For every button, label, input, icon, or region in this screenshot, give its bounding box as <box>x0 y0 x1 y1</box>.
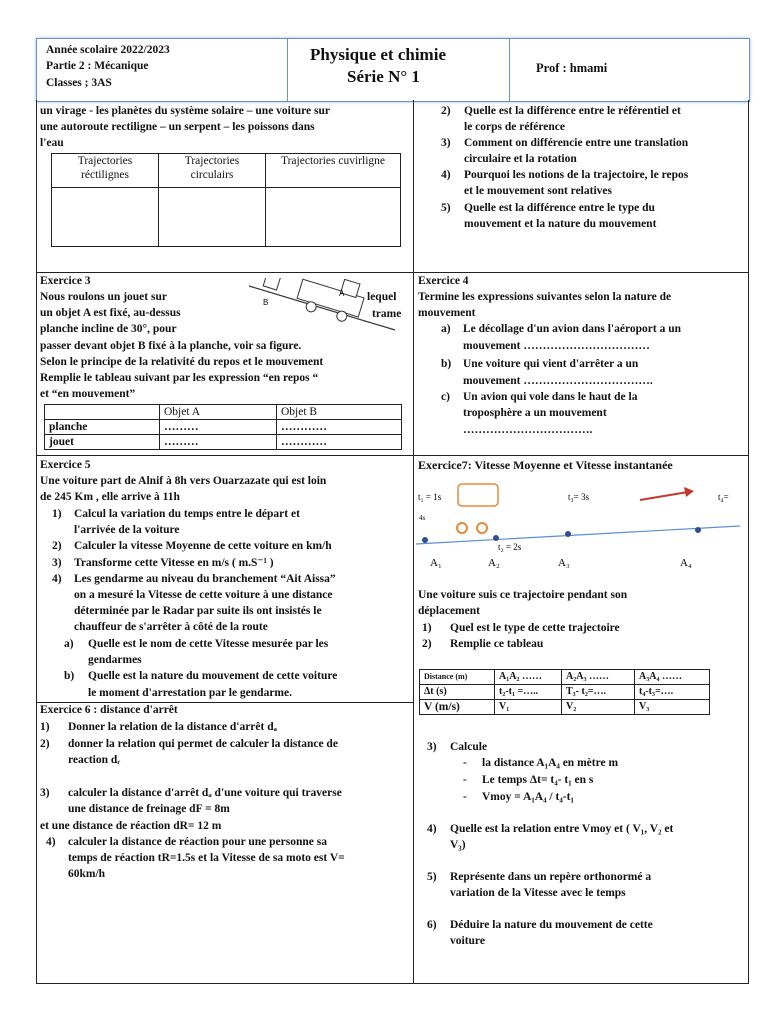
ex6-num: 4) <box>46 836 56 848</box>
ex2-line: le corps de référence <box>464 121 566 133</box>
ex3-line: passer devant objet B fixé à la planche, voir sa figure. <box>40 340 302 352</box>
ex7-cell: t₂-t₁ =….. <box>495 685 562 700</box>
ex2-line: circulaire et la rotation <box>464 153 577 165</box>
ex7-q4: Quelle est la relation entre Vmoy et ( V₁, V₂ et <box>450 823 674 835</box>
label-a4: A₄ <box>680 557 692 569</box>
label-a1: A₁ <box>430 557 442 569</box>
ex5-line: Transforme cette Vitesse en m/s ( m.S⁻¹ ) <box>74 557 274 569</box>
ex7-cell: A₂A₃ …… <box>562 670 635 685</box>
grid-bottom <box>36 983 749 984</box>
ex7-q6: voiture <box>450 935 485 947</box>
label-a3: A₃ <box>558 557 570 569</box>
ex6-line: reaction dᵣ <box>68 754 121 766</box>
object-b-box <box>263 278 280 290</box>
label-t4: t₄= <box>718 492 729 502</box>
ex7-q5: Représente dans un repère orthonormé a <box>450 871 652 883</box>
ex4-num: a) <box>441 323 451 335</box>
ex4-title: Exercice 4 <box>418 275 469 287</box>
ex3-header: Objet B <box>277 405 402 420</box>
ex3-line: Selon le principe de la relativité du repos et le mouvement <box>40 356 324 368</box>
point-a2 <box>493 535 499 541</box>
ex6-line: donner la relation qui permet de calculer la distance de <box>68 738 338 750</box>
ex4-line: troposphère a un mouvement <box>463 407 607 419</box>
ex4-num: c) <box>441 391 450 403</box>
label-t1b: 4s <box>419 514 426 522</box>
ex3-line: et “en mouvement” <box>40 388 136 400</box>
ex7-dash: - <box>463 757 467 769</box>
ex4-intro: Termine les expressions suivantes selon la nature de <box>418 291 672 303</box>
ex7-num: 5) <box>427 871 437 883</box>
ex3-title: Exercice 3 <box>40 275 91 287</box>
ex4-line: mouvement …………………………… <box>463 340 650 352</box>
ex2-line: et le mouvement sont relatives <box>464 185 612 197</box>
ex7-cell: V₁ <box>495 700 562 715</box>
ex5-sub-num: b) <box>64 670 75 682</box>
ex1-line: une autoroute rectiligne – un serpent – les poissons dans <box>40 121 315 133</box>
ex1-line: l'eau <box>40 137 64 149</box>
ex7-cell: Δt (s) <box>420 685 495 700</box>
ex7-num: 6) <box>427 919 437 931</box>
grid-right <box>748 100 749 984</box>
ex7-num: 1) <box>422 622 432 634</box>
ex2-num: 2) <box>441 105 451 117</box>
ex5-num: 2) <box>52 540 62 552</box>
ex2-line: Pourquoi les notions de la trajectoire, le repos <box>464 169 689 181</box>
point-a3 <box>565 531 571 537</box>
ex7-dash: - <box>463 791 467 803</box>
ex7-table <box>419 669 710 715</box>
ex3-row-label: jouet <box>45 435 160 450</box>
ex7-intro: Une voiture suis ce trajectoire pendant son <box>418 589 628 601</box>
ex3-line: planche incline de 30°, pour <box>40 323 177 335</box>
ex7-cell: V₂ <box>562 700 635 715</box>
ex1-line: un virage - les planètes du système solaire – une voiture sur <box>40 105 330 117</box>
ex5-title: Exercice 5 <box>40 459 91 471</box>
ex7-q3: Calcule <box>450 741 488 753</box>
ex6-mid: et une distance de réaction dR= 12 m <box>40 820 222 832</box>
inclined-plane-figure <box>245 278 405 338</box>
ex3-row-label: planche <box>45 420 160 435</box>
ex1-col-header: Trajectories cuvirligne <box>266 154 401 188</box>
ex5-line: l'arrivée de la voiture <box>74 524 180 536</box>
ex2-line: Comment on différencie entre une translation <box>464 137 689 149</box>
ex7-intro: déplacement <box>418 605 480 617</box>
ex6-num: 3) <box>40 787 50 799</box>
ex7-q3-item: Vmoy = A₁A₄ / t₄-t₁ <box>482 791 574 803</box>
ex5-sub-line: Quelle est la nature du mouvement de cette voiture <box>88 670 338 682</box>
point-a4 <box>695 527 701 533</box>
school-year: Année scolaire 2022/2023 <box>46 44 170 56</box>
direction-arrow <box>640 492 688 500</box>
label-t2: t₂ = 2s <box>498 542 522 552</box>
ex5-sub-line: gendarmes <box>88 654 142 666</box>
ex3-header: Objet A <box>160 405 277 420</box>
ex5-line: on a mesuré la Vitesse de cette voiture à une distance <box>74 589 333 601</box>
ex6-line: temps de réaction tR=1.5s et la Vitesse de sa moto est V= <box>68 852 345 864</box>
ex4-num: b) <box>441 358 452 370</box>
ex2-line: Quelle est la différence entre le type du <box>464 202 655 214</box>
ex1-col-header: Trajectories réctilignes <box>52 154 159 188</box>
ex7-num: 3) <box>427 741 437 753</box>
classes-label: Classes ; 3AS <box>46 77 112 89</box>
label-t3: t₃= 3s <box>568 492 589 502</box>
ex7-cell: t₄-t₃=…. <box>635 685 710 700</box>
ex6-num: 1) <box>40 721 50 733</box>
ex7-dash: - <box>463 774 467 786</box>
ex7-q5: variation de la Vitesse avec le temps <box>450 887 626 899</box>
ex7-q1: Quel est le type de cette trajectoire <box>450 622 620 634</box>
car-wheel <box>477 523 487 533</box>
ex5-line: chauffeur de s'arrêter à côté de la route <box>74 621 268 633</box>
series-title: Série N° 1 <box>347 67 420 86</box>
ex6-line: Donner la relation de la distance d'arrêt dₐ <box>68 721 277 733</box>
grid-center <box>413 100 414 984</box>
label-a: A <box>339 289 345 298</box>
ex5-sub-num: a) <box>64 638 74 650</box>
ex3-cell: ……… <box>160 435 277 450</box>
ex5-intro: de 245 Km , elle arrive à 11h <box>40 491 180 503</box>
ex5-sub-line: le moment d'arrestation par le gendarme. <box>88 687 292 699</box>
subject-title: Physique et chimie <box>310 45 446 64</box>
label-a2: A₂ <box>488 557 500 569</box>
ex7-title: Exercice7: Vitesse Moyenne et Vitesse instantanée <box>418 458 673 472</box>
ex5-num: 1) <box>52 508 62 520</box>
label-b: B <box>263 298 269 307</box>
grid-left <box>36 100 37 984</box>
ex3-side-word: trame <box>372 308 402 320</box>
ex6-line: 60km/h <box>68 868 106 880</box>
part-label: Partie 2 : Mécanique <box>46 60 149 72</box>
car-wheel <box>457 523 467 533</box>
ex5-line: Calcul la variation du temps entre le départ et <box>74 508 300 520</box>
ex2-num: 3) <box>441 137 451 149</box>
ex7-q6: Déduire la nature du mouvement de cette <box>450 919 653 931</box>
ex5-num: 4) <box>52 573 62 585</box>
ex7-cell: A₃A₄ …… <box>635 670 710 685</box>
ex3-cell: ………… <box>277 435 402 450</box>
ex3-line: Remplie le tableau suivant par les expression “en repos “ <box>40 372 319 384</box>
ex4-line: Un avion qui vole dans le haut de la <box>463 391 638 403</box>
ex2-num: 5) <box>441 202 451 214</box>
ex7-cell: A₁A₂ …… <box>495 670 562 685</box>
ex7-q2: Remplie ce tableau <box>450 638 544 650</box>
ex1-cell <box>266 188 401 247</box>
ex5-line: déterminée par le Radar par suite ils ont insistés le <box>74 605 322 617</box>
ex5-line: Les gendarme au niveau du branchement “Ait Aissa” <box>74 573 336 585</box>
ex6-title: Exercice 6 : distance d'arrêt <box>40 704 178 716</box>
ex2-num: 4) <box>441 169 451 181</box>
ex7-q3-item: Le temps Δt= t₄- t₁ en s <box>482 774 594 786</box>
prof-name: Prof : hmami <box>536 61 608 75</box>
ex6-num: 2) <box>40 738 50 750</box>
ex1-table <box>51 153 401 247</box>
label-t1: t₁ = 1s <box>418 492 442 502</box>
ex3-side-word: lequel <box>367 291 397 303</box>
ex2-line: Quelle est la différence entre le référentiel et <box>464 105 681 117</box>
ex5-line: Calculer la vitesse Moyenne de cette voiture en km/h <box>74 540 332 552</box>
ex1-cell <box>159 188 266 247</box>
ex5-sub-line: Quelle est le nom de cette Vitesse mesurée par les <box>88 638 329 650</box>
ex4-intro: mouvement <box>418 307 476 319</box>
trajectory-figure <box>416 478 746 578</box>
ex1-cell <box>52 188 159 247</box>
ex6-line: calculer la distance de réaction pour une personne sa <box>68 836 327 848</box>
car-body <box>458 484 498 506</box>
ex4-line: mouvement ……………………………. <box>463 375 653 387</box>
ex3-cell: ……… <box>160 420 277 435</box>
ex5-intro: Une voiture part de Alnif à 8h vers Ouarzazate qui est loin <box>40 475 327 487</box>
ex7-cell: V (m/s) <box>420 700 495 715</box>
ex4-line: Une voiture qui vient d'arrêter a un <box>463 358 639 370</box>
ex3-cell: ………… <box>277 420 402 435</box>
ex7-q3-item: la distance A₁A₄ en mètre m <box>482 757 619 769</box>
ex3-header <box>45 405 160 420</box>
ex5-num: 3) <box>52 557 62 569</box>
ex3-table <box>44 404 402 450</box>
ex6-line: calculer la distance d'arrêt dₐ d'une voiture qui traverse <box>68 787 342 799</box>
point-a1 <box>422 537 428 543</box>
ex7-cell: V₃ <box>635 700 710 715</box>
arrow-head <box>684 487 694 497</box>
ex2-line: mouvement et la nature du mouvement <box>464 218 657 230</box>
ex3-line: Nous roulons un jouet sur <box>40 291 167 303</box>
ex7-num: 2) <box>422 638 432 650</box>
ex7-q4: V₃) <box>450 839 466 851</box>
ex3-line: un objet A est fixé, au-dessus <box>40 307 181 319</box>
ex7-num: 4) <box>427 823 437 835</box>
ex1-col-header: Trajectories circulairs <box>159 154 266 188</box>
ex6-line: une distance de freinage dF = 8m <box>68 803 230 815</box>
grid-row2 <box>36 455 749 456</box>
ex4-line: ……………………………. <box>463 424 593 436</box>
ex7-cell: T₃- t₂=…. <box>562 685 635 700</box>
ex4-line: Le décollage d'un avion dans l'aéroport a un <box>463 323 682 335</box>
ex7-cell: Distance (m) <box>420 670 495 685</box>
grid-row1 <box>36 272 749 273</box>
